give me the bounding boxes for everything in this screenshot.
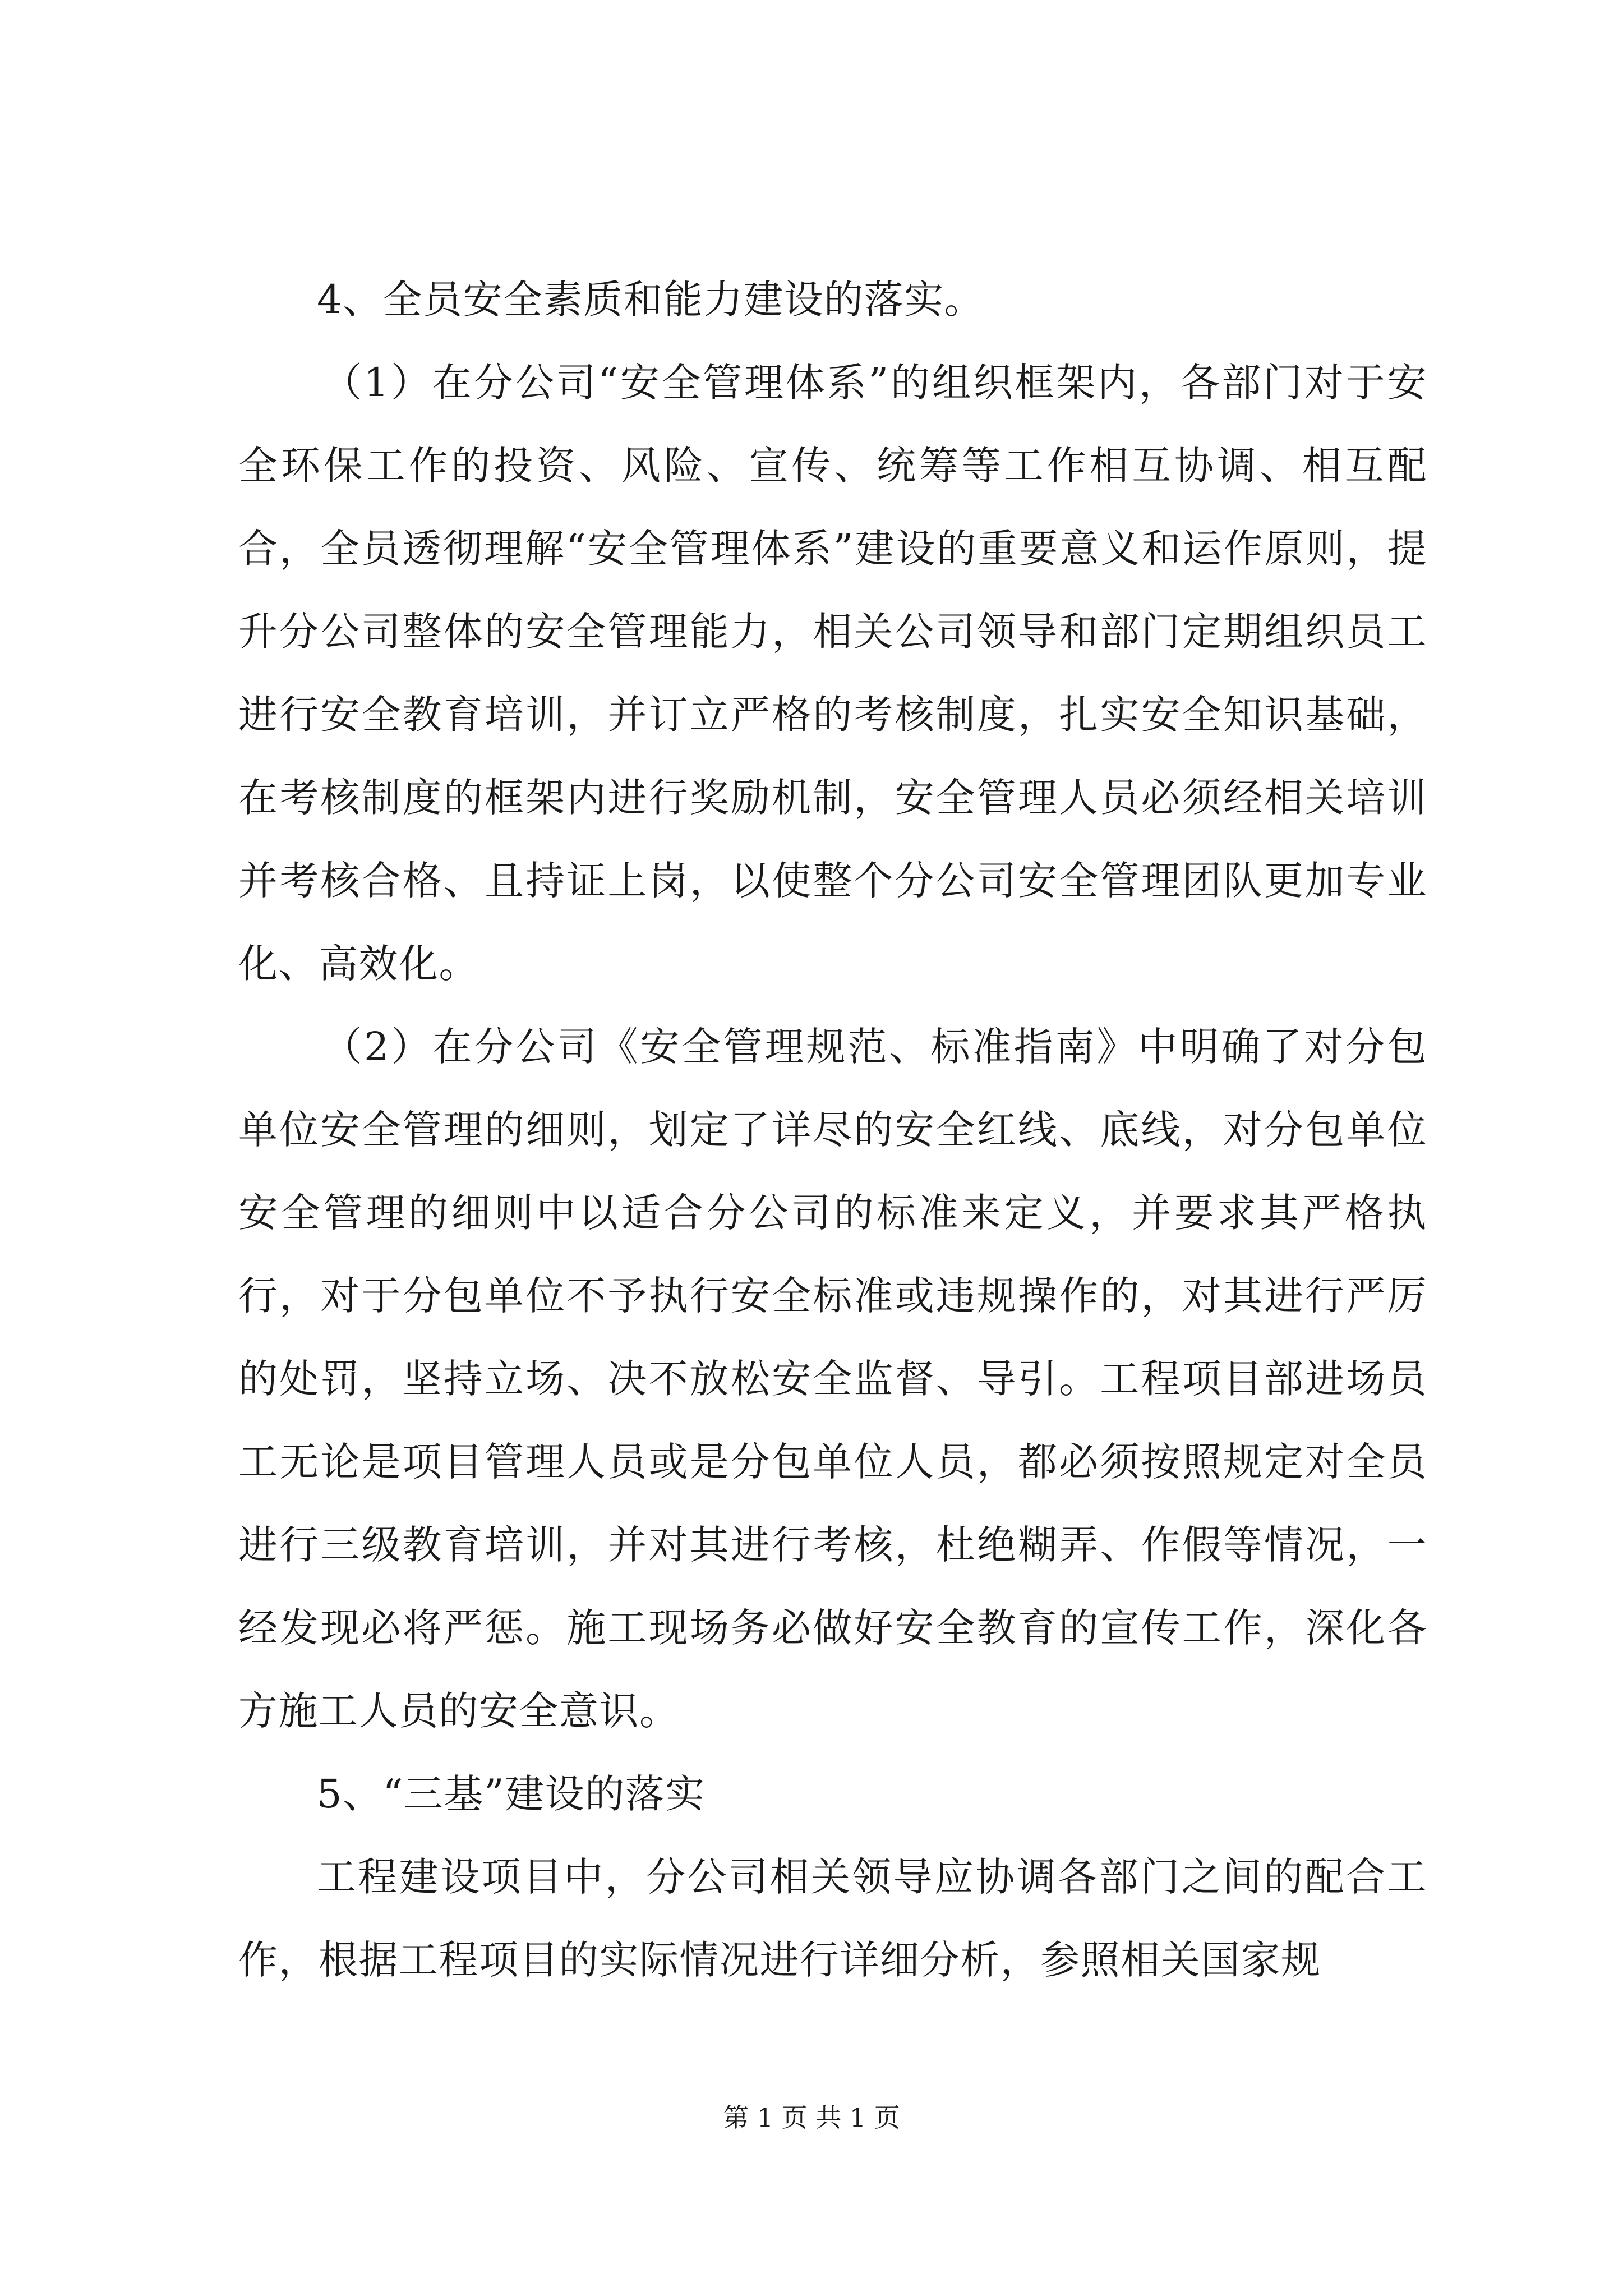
paragraph-section-5-heading: 5、“三基”建设的落实 [317, 1771, 706, 1817]
paragraph-section-4-heading: 4、全员安全素质和能力建设的落实。 [317, 277, 985, 323]
paragraph-section-5-body: 工程建设项目中，分公司相关领导应协调各部门之间的配合工作，根据工程项目的实际情况进行详细分析，参照相关国家规 [238, 1854, 1427, 1983]
page-footer: 第 1 页 共 1 页 [723, 2102, 900, 2133]
document-body [238, 258, 1427, 2001]
paragraph-item-2: （2）在分公司《安全管理规范、标准指南》中明确了对分包单位安全管理的细则，划定了详尽的安全红线、底线，对分包单位安全管理的细则中以适合分公司的标准来定义，并要求其严格执行，对于分包单位不予执行安全标准或违规操作的，对其进行严厉的处罚，坚持立场、决不放松安全监督、导引。工程项目部进场员工无论是项目管理人员或是分包单位人员，都必须按照规定对全员进行三级教育培训，并对其进行考核，杜绝糊弄、作假等情况，一经发现必将严惩。施工现场务必做好安全教育的宣传工作，深化各方施工人员的安全意识。 [238, 1024, 1427, 1734]
paragraph-item-1: （1）在分公司“安全管理体系”的组织框架内，各部门对于安全环保工作的投资、风险、宣传、统筹等工作相互协调、相互配合，全员透彻理解“安全管理体系”建设的重要意义和运作原则，提升分公司整体的安全管理能力，相关公司领导和部门定期组织员工进行安全教育培训，并订立严格的考核制度，扎实安全知识基础，在考核制度的框架内进行奖励机制，安全管理人员必须经相关培训并考核合格、且持证上岗，以使整个分公司安全管理团队更加专业化、高效化。 [238, 360, 1427, 987]
